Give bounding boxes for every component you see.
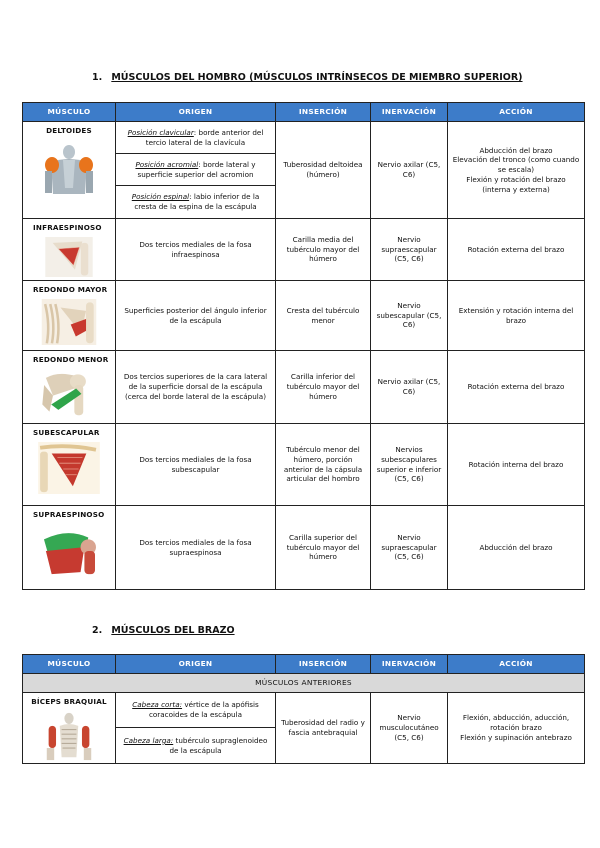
origin-label: Posición acromial bbox=[135, 159, 199, 169]
section-2-title bbox=[92, 625, 235, 636]
origin-text: vértice de la apófisis coracoides de la escápula bbox=[148, 700, 259, 720]
muscle-name: SUPRAESPINOSO bbox=[33, 510, 105, 519]
section-1-title bbox=[92, 72, 523, 83]
insertion-cell: Carilla media del tubérculo mayor del húmero bbox=[276, 219, 371, 281]
action-line: Flexión y rotación del brazo (interna y externa) bbox=[466, 174, 566, 194]
innervation-cell: Nervio axilar (C5, C6) bbox=[371, 351, 448, 424]
innervation-cell: Nervio musculocutáneo (C5, C6) bbox=[371, 693, 448, 764]
muscle-cell-redondo-mayor bbox=[23, 281, 116, 351]
origin-cabeza-larga bbox=[116, 728, 276, 763]
arm-muscles-table bbox=[22, 654, 585, 764]
biceps-illustration bbox=[37, 711, 101, 761]
insertion-cell: Carilla inferior del tubérculo mayor del húmero bbox=[276, 351, 371, 424]
table-row bbox=[23, 219, 585, 281]
insertion-cell: Tuberosidad deltoidea (húmero) bbox=[276, 122, 371, 219]
origin-cell: Superficies posterior del ángulo inferior de la escápula bbox=[116, 281, 276, 351]
innervation-cell: Nervios subescapulares superior e inferior (C5, C6) bbox=[371, 424, 448, 506]
insertion-cell: Tuberosidad del radio y fascia antebraquial bbox=[276, 693, 371, 764]
origin-cell: Dos tercios mediales de la fosa supraespinosa bbox=[116, 506, 276, 590]
origin-espinal bbox=[116, 186, 276, 219]
shoulder-muscles-table bbox=[22, 102, 585, 590]
origin-label: Cabeza larga: bbox=[123, 735, 174, 745]
subescapular-illustration bbox=[37, 442, 101, 494]
muscle-cell-deltoides bbox=[23, 122, 116, 219]
supraespinoso-illustration bbox=[37, 524, 101, 576]
insertion-cell: Carilla superior del tubérculo mayor del húmero bbox=[276, 506, 371, 590]
section-1-number: 1. bbox=[92, 72, 103, 83]
muscle-cell-supraespinoso bbox=[23, 506, 116, 590]
col-header-insercion: INSERCIÓN bbox=[276, 655, 371, 674]
origin-label: Cabeza corta: bbox=[132, 700, 183, 710]
origin-text: tubérculo supraglenoideo de la escápula bbox=[169, 735, 268, 755]
section-1-heading: MÚSCULOS DEL HOMBRO (MÚSCULOS INTRÍNSECOS DE MIEMBRO SUPERIOR) bbox=[111, 72, 523, 83]
action-line: Elevación del tronco (como cuando se escala) bbox=[452, 155, 580, 175]
col-header-accion: ACCIÓN bbox=[448, 103, 585, 122]
table-header-row bbox=[23, 103, 585, 122]
muscle-name: BÍCEPS BRAQUIAL bbox=[31, 697, 107, 706]
muscle-cell-infraespinoso bbox=[23, 219, 116, 281]
redondo-mayor-illustration bbox=[37, 299, 101, 345]
origin-text: : borde anterior del tercio lateral de la clavícula bbox=[145, 127, 264, 147]
col-header-origen: ORIGEN bbox=[116, 655, 276, 674]
muscle-cell-subescapular bbox=[23, 424, 116, 506]
table-row bbox=[23, 351, 585, 424]
origin-acromial bbox=[116, 154, 276, 186]
action-line: Abducción del brazo bbox=[479, 145, 553, 155]
action-cell bbox=[448, 122, 585, 219]
col-header-inervacion: INERVACIÓN bbox=[371, 103, 448, 122]
muscle-cell-biceps bbox=[23, 693, 116, 764]
section-2-number: 2. bbox=[92, 625, 103, 636]
origin-cell: Dos tercios mediales de la fosa infraespinosa bbox=[116, 219, 276, 281]
muscle-cell-redondo-menor bbox=[23, 351, 116, 424]
col-header-musculo: MÚSCULO bbox=[23, 655, 116, 674]
action-cell bbox=[448, 693, 585, 764]
col-header-accion: ACCIÓN bbox=[448, 655, 585, 674]
innervation-cell: Nervio supraescapular (C5, C6) bbox=[371, 219, 448, 281]
deltoides-illustration bbox=[37, 140, 101, 194]
col-header-insercion: INSERCIÓN bbox=[276, 103, 371, 122]
table-row bbox=[23, 693, 585, 728]
redondo-menor-illustration bbox=[37, 369, 101, 417]
origin-text: : borde lateral y superficie superior del acromion bbox=[137, 159, 256, 179]
muscle-name: REDONDO MAYOR bbox=[33, 285, 108, 294]
muscle-name: SUBESCAPULAR bbox=[33, 428, 100, 437]
subheader-musculos-anteriores: MÚSCULOS ANTERIORES bbox=[23, 674, 585, 693]
origin-cabeza-corta bbox=[116, 693, 276, 728]
origin-label: Posición espinal bbox=[131, 192, 190, 202]
insertion-cell: Cresta del tubérculo menor bbox=[276, 281, 371, 351]
origin-label: Posición clavicular bbox=[127, 127, 194, 137]
col-header-origen: ORIGEN bbox=[116, 103, 276, 122]
action-line: Flexión, abducción, aducción, rotación brazo bbox=[462, 713, 570, 732]
col-header-inervacion: INERVACIÓN bbox=[371, 655, 448, 674]
origin-text: : labio inferior de la cresta de la espina de la escápula bbox=[134, 192, 260, 211]
origin-cell: Dos tercios superiores de la cara lateral de la superficie dorsal de la escápula (cerca del borde lateral de la escápula) bbox=[116, 351, 276, 424]
action-cell: Rotación externa del brazo bbox=[448, 351, 585, 424]
action-cell: Extensión y rotación interna del brazo bbox=[448, 281, 585, 351]
action-cell: Abducción del brazo bbox=[448, 506, 585, 590]
insertion-cell: Tubérculo menor del húmero, porción anterior de la cápsula articular del hombro bbox=[276, 424, 371, 506]
origin-clavicular bbox=[116, 122, 276, 154]
table-row bbox=[23, 506, 585, 590]
table-row bbox=[23, 424, 585, 506]
innervation-cell: Nervio subescapular (C5, C6) bbox=[371, 281, 448, 351]
action-cell: Rotación interna del brazo bbox=[448, 424, 585, 506]
infraespinoso-illustration bbox=[37, 237, 101, 277]
table-row bbox=[23, 122, 585, 154]
action-line: Flexión y supinación antebrazo bbox=[460, 732, 572, 742]
muscle-name: REDONDO MENOR bbox=[33, 355, 109, 364]
innervation-cell: Nervio axilar (C5, C6) bbox=[371, 122, 448, 219]
action-cell: Rotación externa del brazo bbox=[448, 219, 585, 281]
subheader-row bbox=[23, 674, 585, 693]
table-row bbox=[23, 281, 585, 351]
section-2-heading: MÚSCULOS DEL BRAZO bbox=[111, 625, 235, 636]
innervation-cell: Nervio supraescapular (C5, C6) bbox=[371, 506, 448, 590]
col-header-musculo: MÚSCULO bbox=[23, 103, 116, 122]
table-header-row bbox=[23, 655, 585, 674]
origin-cell: Dos tercios mediales de la fosa subescapular bbox=[116, 424, 276, 506]
muscle-name: DELTOIDES bbox=[46, 126, 92, 135]
muscle-name: INFRAESPINOSO bbox=[33, 223, 102, 232]
